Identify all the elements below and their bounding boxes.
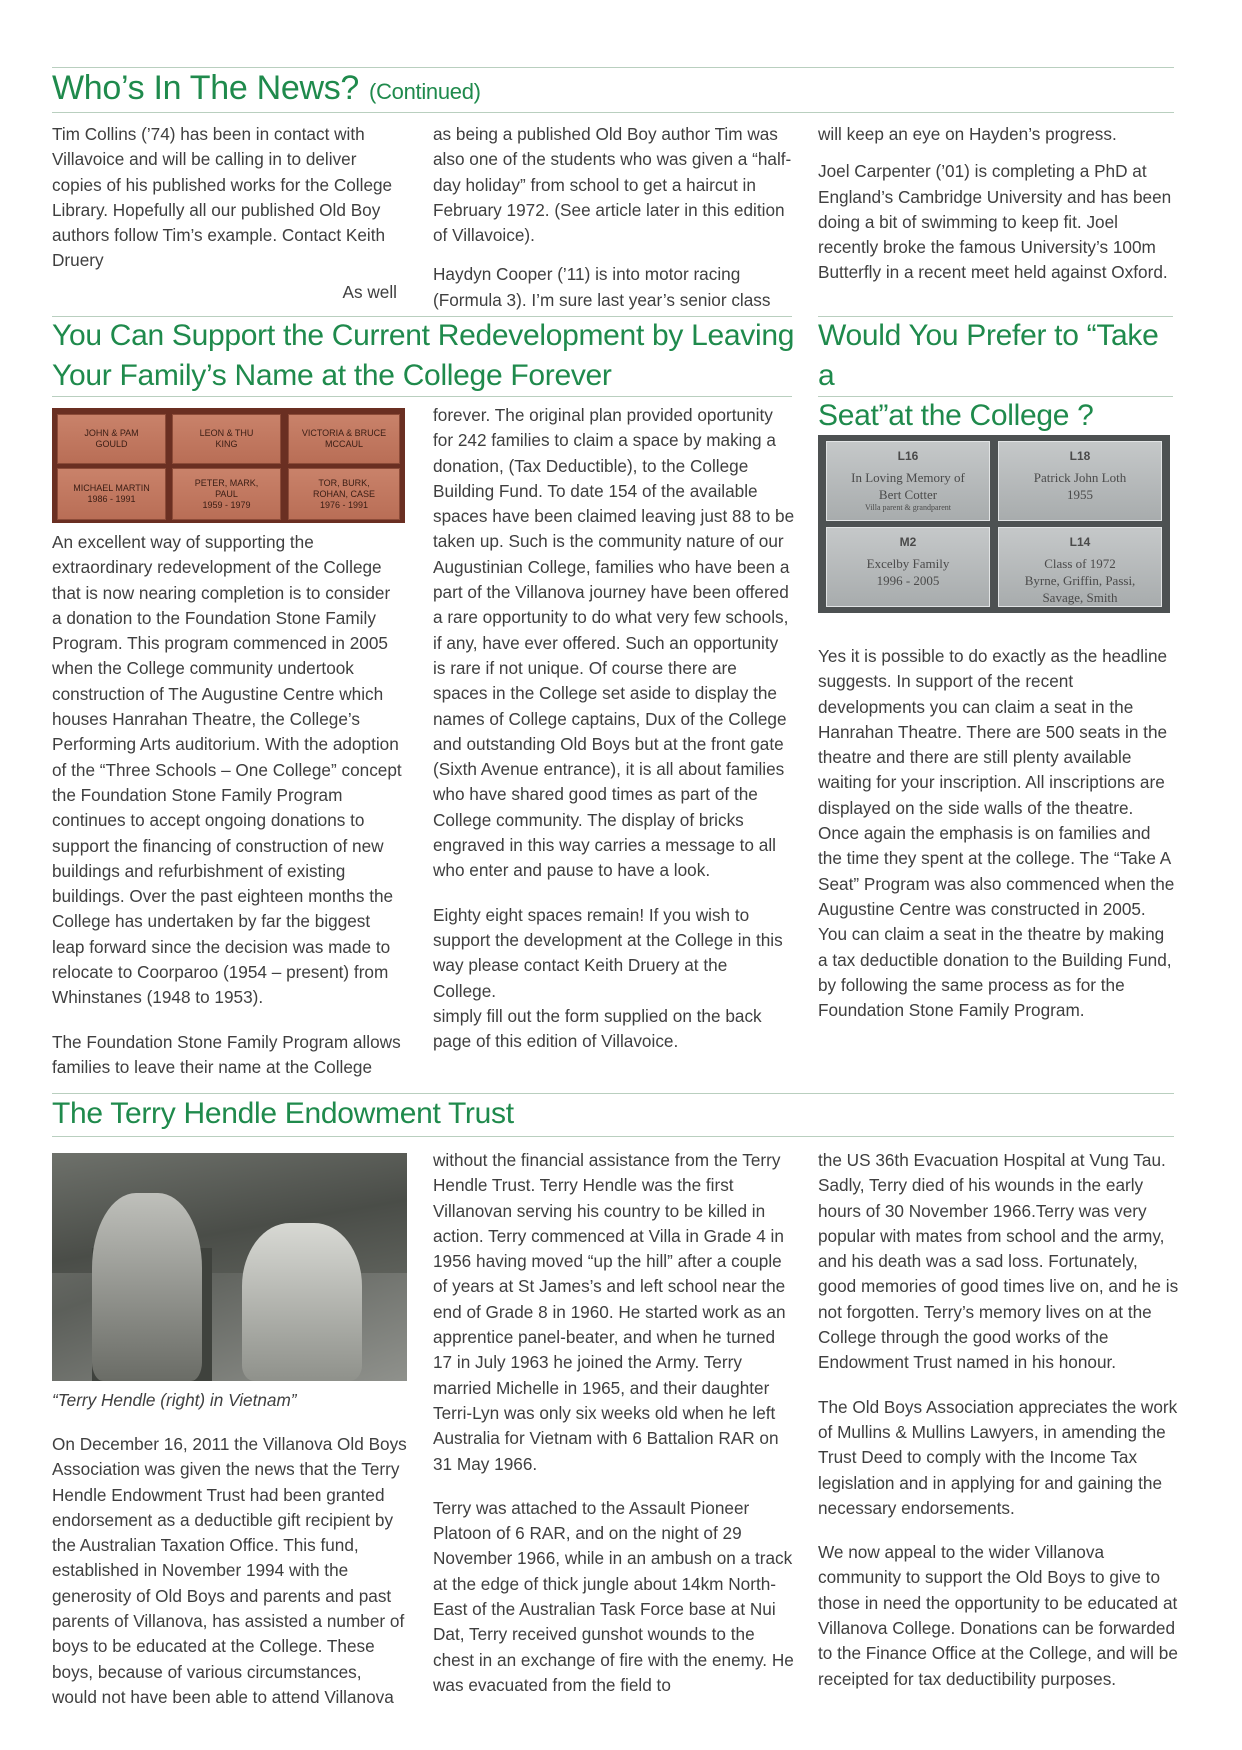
hendle-paragraph: the US 36th Evacuation Hospital at Vung Tau. Sadly, Terry died of his wounds in the early hours of 30 November 1966.Terry was very popular with mates from school and the army, and his death was a sad loss. Fortunately, good memories of good times live on, and he is not forgotten. Terry’s memory lives on at the College through the good works of the Endowment Trust named in his honour. bbox=[818, 1150, 1179, 1373]
brick-plaque: JOHN & PAM GOULD bbox=[57, 414, 166, 464]
news-column-3 bbox=[818, 122, 1178, 286]
seat-column bbox=[818, 644, 1178, 1023]
hendle-paragraph: without the financial assistance from the Terry Hendle Trust. Terry Hendle was the first Villanovan serving his country to be killed in action. Terry commenced at Villa in Grade 4 in 1956 having moved “up the hill” after a couple of years at St James’s and left school near the end of Grade 8 in 1960. He started work as an apprentice panel-beater, and when he turned 17 in July 1963 he joined the Army. Terry married Michelle in 1965, and their daughter Terri-Lyn was only six weeks old when he left Australia for Vietnam with 6 Battalion RAR on 31 May 1966. bbox=[433, 1150, 786, 1474]
redevelopment-heading-line: You Can Support the Current Redevelopment by Leaving bbox=[52, 319, 795, 352]
brick-plaques-photo bbox=[52, 408, 405, 523]
news-paragraph: Haydyn Cooper (’11) is into motor racing (Formula 3). I’m sure last year’s senior class bbox=[433, 264, 771, 310]
redevelopment-rule-bottom bbox=[52, 396, 792, 397]
seat-plaque: L18 Patrick John Loth 1955 bbox=[998, 441, 1162, 521]
title-rule bbox=[52, 112, 1174, 113]
hendle-paragraph: We now appeal to the wider Villanova community to support the Old Boys to give to those in need the opportunity to be educated at Villanova College. Donations can be forwarded to the Finance Office at the College, and will be receipted for tax deductibility purposes. bbox=[818, 1542, 1178, 1689]
redevelopment-heading bbox=[52, 316, 812, 396]
redevelopment-paragraph: simply fill out the form supplied on the back page of this edition of Villavoice. bbox=[433, 1005, 762, 1052]
seat-heading bbox=[818, 316, 1178, 436]
brick-plaque: LEON & THU KING bbox=[172, 414, 281, 464]
seat-plaque: L14 Class of 1972 Byrne, Griffin, Passi, Savage, Smith bbox=[998, 527, 1162, 607]
hendle-heading: The Terry Hendle Endowment Trust bbox=[52, 1097, 514, 1130]
redevelopment-paragraph: The Foundation Stone Family Program allows families to leave their name at the College bbox=[52, 1031, 401, 1077]
seat-heading-line: Would You Prefer to “Take a bbox=[818, 319, 1159, 392]
page-title bbox=[52, 68, 481, 112]
seat-paragraph: Yes it is possible to do exactly as the headline suggests. In support of the recent developments you can claim a seat in the Hanrahan Theatre. There are 500 seats in the theatre and there are still plenty available waiting for your inscription. All inscriptions are displayed on the side walls of the theatre. Once again the emphasis is on families and the time they spent at the college. The “Take A Seat” Program was also commenced when the Augustine Centre was constructed in 2005. You can claim a seat in the theatre by making a tax deductible donation to the Building Fund, by following the same process as for the Foundation Stone Family Program. bbox=[818, 646, 1175, 1021]
redevelopment-column-1 bbox=[52, 530, 404, 1080]
seat-heading-line: Seat”at the College ? bbox=[818, 399, 1094, 432]
redevelopment-paragraph: forever. The original plan provided oportunity for 242 families to claim a space by making a donation, (Tax Deductible), to the College Building Fund. To date 154 of the available spaces have been claimed leaving just 88 to be taken up. Such is the community nature of our Augustinian College, families who have been a part of the Villanova journey have been offered a rare opportunity to do what very few schools, if any, have ever offered. Such an opportunity is rare if not unique. Of course there are spaces in the College set aside to display the names of College captains, Dux of the College and outstanding Old Boys but at the front gate (Sixth Avenue entrance), it is all about families who have shared good times as part of the College community. The display of bricks engraved in this way carries a message to all who enter and pause to have a look. bbox=[433, 405, 795, 881]
hendle-column-1 bbox=[52, 1432, 407, 1710]
terry-hendle-photo bbox=[52, 1153, 407, 1381]
brick-plaque: PETER, MARK, PAUL 1959 - 1979 bbox=[172, 468, 281, 520]
brick-plaque: VICTORIA & BRUCE MCCAUL bbox=[288, 414, 400, 464]
photo-soldier-right bbox=[242, 1223, 362, 1381]
redevelopment-paragraph: An excellent way of supporting the extraordinary redevelopment of the College that is now nearing completion is to consider a donation to the Foundation Stone Family Program. This program commenced in 2005 when the College community undertook construction of The Augustine Centre which houses Hanrahan Theatre, the College’s Performing Arts auditorium. With the adoption of the “Three Schools – One College” concept the Foundation Stone Family Program continues to accept ongoing donations to support the financing of construction of new buildings and refurbishment of existing buildings. Over the past eighteen months the College has undertaken by far the biggest leap forward since the decision was made to relocate to Coorparoo (1954 – present) from Whinstanes (1948 to 1953). bbox=[52, 532, 402, 1008]
hendle-column-2 bbox=[433, 1148, 795, 1698]
news-column-1 bbox=[52, 122, 397, 305]
seat-rule-bottom bbox=[818, 396, 1173, 397]
brick-plaque: MICHAEL MARTIN 1986 - 1991 bbox=[57, 468, 166, 520]
continued-label: (Continued) bbox=[369, 79, 481, 104]
news-as-well: As well bbox=[342, 281, 397, 302]
news-paragraph: Tim Collins (’74) has been in contact with Villavoice and will be calling in to deliver copies of his published works for the College Library. Hopefully all our published Old Boy authors follow Tim’s example. Contact Keith Druery bbox=[52, 124, 393, 271]
hendle-rule-bottom bbox=[52, 1136, 1174, 1137]
hendle-paragraph: Terry was attached to the Assault Pioneer Platoon of 6 RAR, and on the night of 29 November 1966, while in an ambush on a track at the edge of thick jungle about 14km North-East of the Australian Task Force base at Nui Dat, Terry received gunshot wounds to the chest in an exchange of fire with the enemy. He was evacuated from the field to bbox=[433, 1497, 794, 1695]
hendle-column-3 bbox=[818, 1148, 1180, 1692]
news-paragraph: will keep an eye on Hayden’s progress. bbox=[818, 124, 1117, 144]
news-paragraph: Joel Carpenter (’01) is completing a PhD at England’s Cambridge University and has been doing a bit of swimming to keep fit. Joel recently broke the famous University’s 100m Butterfly in a recent meet held against Oxford. bbox=[818, 161, 1172, 283]
photo-caption: “Terry Hendle (right) in Vietnam” bbox=[52, 1390, 297, 1410]
redevelopment-paragraph: Eighty eight spaces remain! If you wish to support the development at the College in this way please contact Keith Druery at the College. bbox=[433, 904, 783, 1001]
hendle-paragraph: The Old Boys Association appreciates the work of Mullins & Mullins Lawyers, in amending the Trust Deed to comply with the Income Tax legislation and in applying for and gaining the necessary endorsements. bbox=[818, 1396, 1178, 1518]
redevelopment-column-2 bbox=[433, 403, 795, 1054]
news-paragraph: as being a published Old Boy author Tim was also one of the students who was given a “half-day holiday” from school to get a haircut in February 1972. (See article later in this edition of Villavoice). bbox=[433, 124, 792, 246]
seat-plaques-photo bbox=[818, 435, 1170, 613]
redevelopment-heading-line: Your Family’s Name at the College Forever bbox=[52, 359, 612, 392]
page-title-text: Who’s In The News? bbox=[52, 69, 360, 107]
seat-plaque: L16 In Loving Memory of Bert Cotter Villa parent & grandparent bbox=[826, 441, 990, 521]
news-column-2 bbox=[433, 122, 793, 313]
seat-plaque: M2 Excelby Family 1996 - 2005 bbox=[826, 527, 990, 607]
brick-plaque: TOR, BURK, ROHAN, CASE 1976 - 1991 bbox=[288, 468, 400, 520]
hendle-paragraph: On December 16, 2011 the Villanova Old Boys Association was given the news that the Terry Hendle Endowment Trust had been granted endorsement as a deductible gift recipient by the Australian Taxation Office. This fund, established in November 1994 with the generosity of Old Boys and parents and past parents of Villanova, has assisted a number of boys to be educated at the College. These boys, because of various circumstances, would not have been able to attend Villanova bbox=[52, 1434, 407, 1707]
photo-soldier-left bbox=[92, 1193, 202, 1381]
